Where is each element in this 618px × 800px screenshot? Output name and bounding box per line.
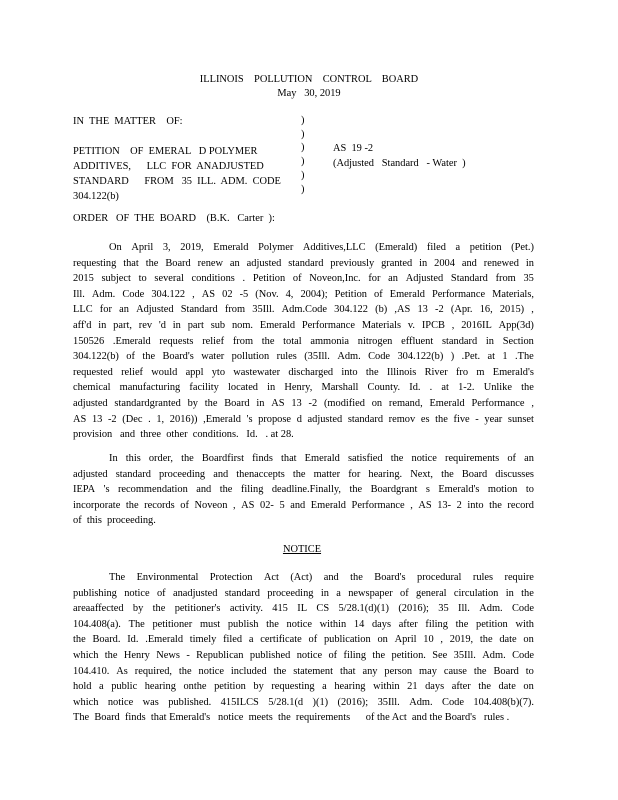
caption-petition-line: ADDITIVES, LLC FOR ANADJUSTED (73, 161, 264, 172)
text-line: incorporate the records of Noveon , AS 02- 5 and Emerald Performance , AS 13- 2 into the record (73, 499, 534, 511)
text-line: 150526 .Emerald requests relief from the total ammonia nitrogen effluent standard in Section (73, 335, 534, 347)
caption-petition-line: 304.122(b) (73, 191, 119, 202)
text-line: the Board. Id. .Emerald timely filed a certificate of publication on April 10 , 2019, the date on (73, 634, 534, 646)
text-line: AS 13 -2 (Dec . 1, 2016)) ,Emerald 's propose d adjusted standard remov es the five - year sunset (73, 413, 534, 425)
caption-paren: ) (301, 128, 305, 140)
text-line: chemical manufacturing facility located in Henry, Marshall County. Id. . at 1-2. Unlike the (73, 382, 534, 394)
text-line: On April 3, 2019, Emerald Polymer Additives,LLC (Emerald) filed a petition (Pet.) (109, 242, 534, 253)
paragraph-order-summary (73, 451, 534, 529)
docket-number: AS 19 -2 (333, 143, 374, 154)
caption-parties (73, 114, 305, 204)
text-line: The Environmental Protection Act (Act) and the Board's procedural rules require (109, 572, 534, 583)
text-line: adjusted standardgranted by the Board in AS 13 -2 (modified on remand, Emerald Performance , (73, 397, 534, 409)
caption-parentheses (301, 114, 311, 196)
text-line: requesting that the Board renew an adjusted standard previously granted in 2004 and renewed in (73, 257, 534, 269)
order-date: May 30, 2019 (277, 88, 341, 99)
paragraph-notice (73, 570, 534, 726)
text-line: aff'd in part, rev 'd in part sub nom. Emerald Performance Materials v. IPCB , 2016IL App(3d) (73, 319, 534, 331)
text-line: 304.122(b) of the Board's water pollution rules (35Ill. Adm. Code 304.122(b) ) .Pet. at 1 .The (73, 351, 534, 363)
text-line: 2015 subject to several conditions . Petition of Noveon,Inc. for an Adjusted Standard from 35 (73, 273, 534, 285)
text-line: requested relief would appl yto wastewater discharged into the Illinois River fro m Emerald's (73, 366, 534, 378)
text-line: Ill. Adm. Code 304.122 , AS 02 -5 (Nov. 4, 2004); Petition of Emerald Performance Materials, (73, 288, 534, 300)
text-line: of this proceeding. (73, 515, 156, 527)
caption-petition-line: STANDARD FROM 35 ILL. ADM. CODE (73, 176, 281, 187)
text-line: 104.408(a). The petitioner must publish the notice within 14 days after filing the petition with (73, 618, 534, 630)
order-line: ORDER OF THE BOARD (B.K. Carter ): (73, 213, 275, 224)
caption-docket (333, 141, 553, 171)
text-line: areaaffected by the petitioner's activity. 415 IL CS 5/28.1(d)(1) (2016); 35 Ill. Adm. Code (73, 603, 534, 615)
text-line: adjusted standard proceeding and thenaccepts the matter for hearing. Next, the Board discusses (73, 468, 534, 480)
text-line: which the Henry News - Republican published notice of filing the petition. See 35Ill. Adm. Code (73, 649, 534, 661)
caption-paren: ) (301, 115, 305, 126)
text-line: LLC for an Adjusted Standard from 35Ill. Adm.Code 304.122 (b) ,AS 13 -2 (Apr. 16, 2015) , (73, 304, 534, 316)
caption-paren: ) (301, 169, 305, 181)
caption-paren: ) (301, 183, 305, 195)
caption-petition-line: PETITION OF EMERAL D POLYMER (73, 146, 258, 157)
text-line: In this order, the Boardfirst finds that Emerald satisfied the notice requirements of an (109, 453, 534, 464)
notice-heading-text: NOTICE (282, 544, 322, 555)
text-line: The Board finds that Emerald's notice meets the requirements of the Act and the Board's rules . (73, 712, 510, 724)
caption-paren: ) (301, 142, 305, 154)
text-line: hold a public hearing onthe petition by requesting a hearing within 21 days after the date on (73, 681, 534, 693)
docket-type: (Adjusted Standard - Water ) (333, 158, 466, 169)
text-line: publishing notice of anadjusted standard proceeding in a newspaper of general circulation in the (73, 587, 534, 599)
text-line: IEPA 's recommendation and the filing deadline.Finally, the Boardgrant s Emerald's motion to (73, 484, 534, 496)
caption-matter: IN THE MATTER OF: (73, 116, 183, 127)
caption-paren: ) (301, 156, 305, 168)
notice-heading (0, 542, 618, 558)
document-header (0, 73, 618, 101)
text-line: provision and three other conditions. Id. . at 28. (73, 429, 294, 441)
text-line: which notice was published. 415ILCS 5/28.1(d )(1) (2016); 35Ill. Adm. Code 104.408(b)(7). (73, 696, 534, 708)
agency-title: ILLINOIS POLLUTION CONTROL BOARD (199, 74, 419, 85)
text-line: 104.410. As required, the notice included the statement that any person may cause the Board to (73, 665, 534, 677)
paragraph-petition (73, 240, 534, 443)
